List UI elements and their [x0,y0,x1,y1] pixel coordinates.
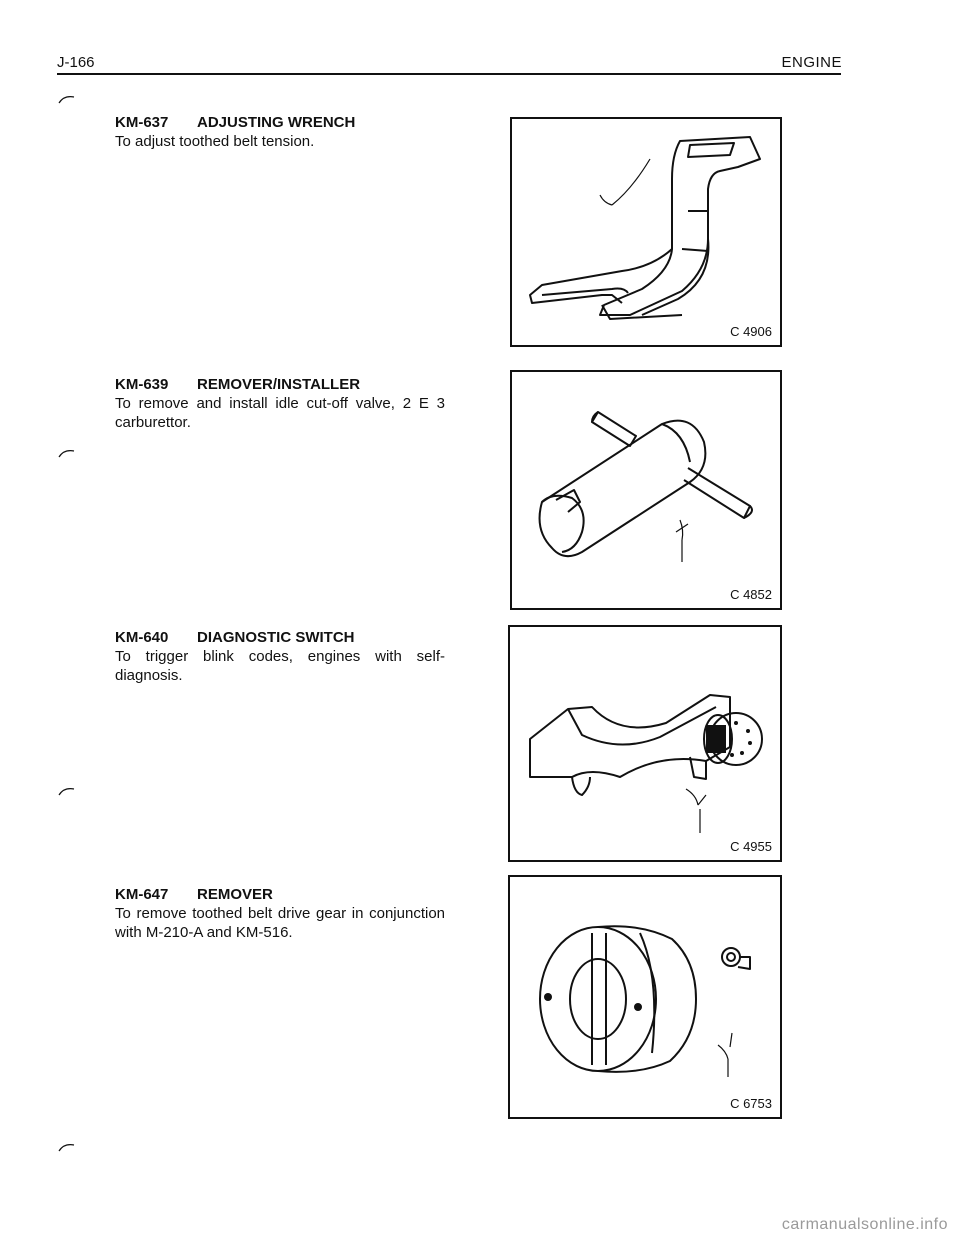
margin-mark [58,784,76,796]
tool-entry [115,113,445,151]
wrench-illustration [512,119,780,345]
figure-code: C 4955 [730,839,772,854]
margin-mark [58,92,76,104]
tool-name: REMOVER/INSTALLER [197,376,361,393]
figure-remover [508,875,782,1119]
page-number: J-166 [57,54,95,71]
tool-title [115,628,445,647]
figure-code: C 6753 [730,1096,772,1111]
tool-description: To remove and install idle cut-off valve, 2 E 3 carburettor. [115,395,445,431]
tool-name: DIAGNOSTIC SWITCH [197,629,355,646]
remover-installer-illustration [512,372,780,608]
tool-title [115,375,445,394]
remover-illustration [510,877,780,1117]
figure-remover-installer [510,370,782,610]
figure-code: C 4906 [730,324,772,339]
watermark[interactable]: carmanualsonline.info [781,1216,948,1233]
tool-name: REMOVER [197,886,273,903]
figure-adjusting-wrench [510,117,782,347]
tool-description: To adjust toothed belt tension. [115,133,315,150]
tool-number: KM-639 [115,376,169,393]
section-title: ENGINE [781,54,842,71]
tool-title [115,113,445,132]
figure-code: C 4852 [730,587,772,602]
tool-title [115,885,445,904]
tool-entry [115,375,445,432]
tool-entry [115,885,445,942]
header-rule [57,73,841,75]
tool-description: To remove toothed belt drive gear in conjunction with M-210-A and KM-516. [115,905,445,941]
margin-mark [58,446,76,458]
figure-diagnostic-switch [508,625,782,862]
margin-mark [58,1140,76,1152]
tool-number: KM-647 [115,886,169,903]
tool-number: KM-640 [115,629,169,646]
diagnostic-switch-illustration [510,627,780,860]
tool-name: ADJUSTING WRENCH [197,114,356,131]
tool-entry [115,628,445,685]
tool-number: KM-637 [115,114,169,131]
tool-description: To trigger blink codes, engines with self-diagnosis. [115,648,445,684]
